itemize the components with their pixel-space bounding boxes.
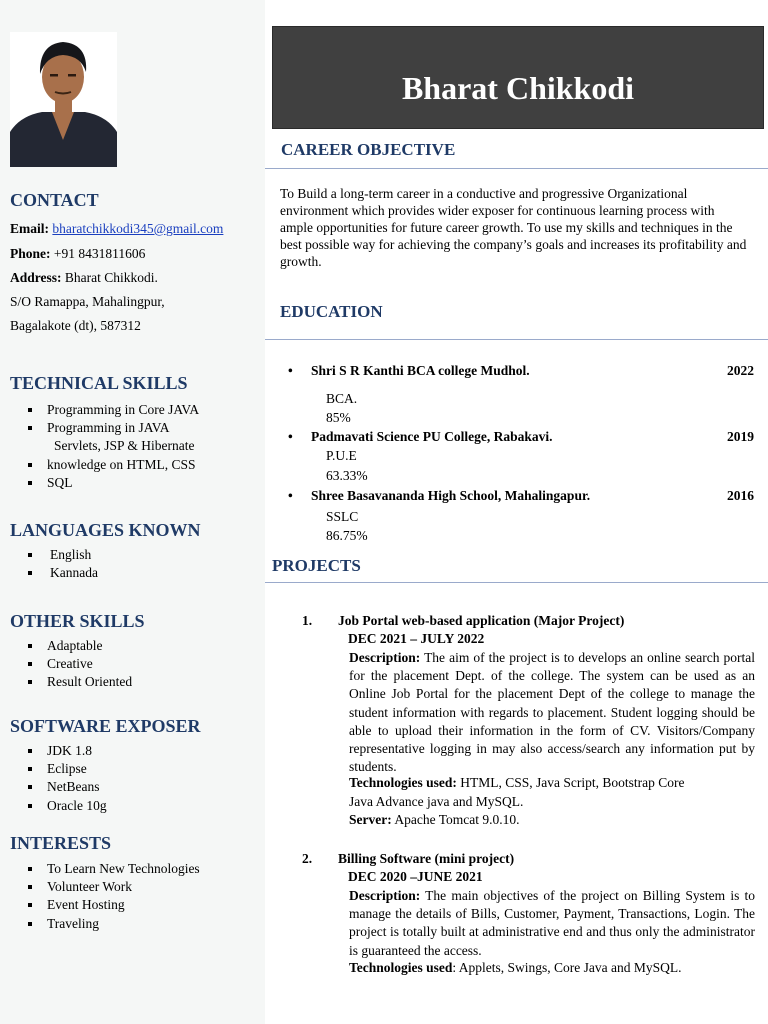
bullet-icon: • bbox=[288, 488, 293, 503]
technical-skills-list bbox=[26, 401, 199, 492]
year: 2019 bbox=[727, 429, 754, 444]
email-link[interactable]: bharatchikkodi345@gmail.com bbox=[52, 221, 224, 236]
list-item: Eclipse bbox=[26, 760, 107, 778]
score: 86.75% bbox=[326, 528, 368, 543]
address-label: Address: bbox=[10, 270, 62, 285]
list-item: JDK 1.8 bbox=[26, 742, 107, 760]
list-item: Event Hosting bbox=[26, 896, 200, 914]
list-item: Traveling bbox=[26, 915, 200, 933]
project-number: 1. bbox=[302, 613, 313, 628]
career-objective-text: To Build a long-term career in a conductive and progressive Organizational environment which provides wider exposer for continuous learning process with ample opportunities for future career growth. To use my skills and techniques in the best possible way for achieving the company’s goals and increases its profitability and growth. bbox=[280, 186, 747, 269]
section-divider bbox=[265, 168, 768, 169]
technical-skills-heading: TECHNICAL SKILLS bbox=[10, 373, 188, 393]
sidebar bbox=[0, 0, 265, 1024]
languages-heading: LANGUAGES KNOWN bbox=[10, 520, 201, 540]
list-item: Oracle 10g bbox=[26, 797, 107, 815]
list-item: Programming in Core JAVA bbox=[26, 401, 199, 419]
phone-line bbox=[10, 246, 145, 262]
address-line-3: Bagalakote (dt), 587312 bbox=[10, 318, 141, 333]
career-objective-heading: CAREER OBJECTIVE bbox=[281, 140, 456, 159]
project-technologies-continued: Java Advance java and MySQL. bbox=[349, 794, 524, 809]
section-divider bbox=[265, 339, 768, 340]
contact-heading: CONTACT bbox=[10, 190, 99, 210]
institution: Padmavati Science PU College, Rabakavi. bbox=[311, 429, 553, 444]
bullet-icon: • bbox=[288, 363, 293, 378]
technologies-label: Technologies used bbox=[349, 960, 453, 975]
software-heading: SOFTWARE EXPOSER bbox=[10, 716, 201, 736]
institution: Shree Basavananda High School, Mahalingapur. bbox=[311, 488, 591, 503]
server-label: Server: bbox=[349, 812, 392, 827]
project-technologies bbox=[349, 960, 682, 976]
interests-heading: INTERESTS bbox=[10, 833, 112, 853]
list-item: Adaptable bbox=[26, 637, 132, 655]
profile-photo bbox=[10, 32, 117, 167]
phone-label: Phone: bbox=[10, 246, 51, 261]
list-item: Kannada bbox=[26, 564, 98, 582]
project-number: 2. bbox=[302, 851, 313, 866]
description-text: The main objectives of the project on Billing System is to manage the details of Bills, Customer, Payment, Transactions, Login. The project is totally built at administrative end and thus only the administrator is guaranteed the access. bbox=[349, 888, 755, 958]
list-item: Result Oriented bbox=[26, 673, 132, 691]
bullet-icon: • bbox=[288, 429, 293, 444]
project-description bbox=[349, 887, 755, 960]
section-divider bbox=[265, 582, 768, 583]
email-label: Email: bbox=[10, 221, 49, 236]
languages-list bbox=[26, 546, 98, 582]
projects-heading: PROJECTS bbox=[272, 556, 361, 575]
list-item: To Learn New Technologies bbox=[26, 860, 200, 878]
project-title: Billing Software (mini project) bbox=[338, 851, 515, 866]
list-item bbox=[26, 419, 199, 455]
education-heading: EDUCATION bbox=[280, 302, 383, 321]
address-line-1 bbox=[10, 270, 158, 286]
candidate-name: Bharat Chikkodi bbox=[401, 70, 635, 106]
list-item: knowledge on HTML, CSS bbox=[26, 456, 199, 474]
project-title: Job Portal web-based application (Major Project) bbox=[338, 613, 625, 628]
project-technologies bbox=[349, 775, 685, 791]
list-item: Creative bbox=[26, 655, 132, 673]
project-dates: DEC 2021 – JULY 2022 bbox=[348, 631, 485, 646]
server-value: Apache Tomcat 9.0.10. bbox=[394, 812, 520, 827]
technologies-value: HTML, CSS, Java Script, Bootstrap Core bbox=[460, 775, 685, 790]
score: 63.33% bbox=[326, 468, 368, 483]
software-list bbox=[26, 742, 107, 815]
list-item: English bbox=[26, 546, 98, 564]
list-item: Volunteer Work bbox=[26, 878, 200, 896]
course: BCA. bbox=[326, 391, 358, 406]
address-value-1: Bharat Chikkodi. bbox=[64, 270, 158, 285]
list-item: NetBeans bbox=[26, 778, 107, 796]
address-line-2: S/O Ramappa, Mahalingpur, bbox=[10, 294, 165, 309]
year: 2022 bbox=[727, 363, 754, 378]
name-banner bbox=[272, 26, 764, 129]
score: 85% bbox=[326, 410, 351, 425]
phone-value: +91 8431811606 bbox=[53, 246, 146, 261]
year: 2016 bbox=[727, 488, 754, 503]
institution: Shri S R Kanthi BCA college Mudhol. bbox=[311, 363, 530, 378]
other-skills-list bbox=[26, 637, 132, 692]
course: P.U.E bbox=[326, 448, 357, 463]
other-skills-heading: OTHER SKILLS bbox=[10, 611, 145, 631]
email-line bbox=[10, 221, 223, 237]
project-dates: DEC 2020 –JUNE 2021 bbox=[348, 869, 483, 884]
list-item-line: Servlets, JSP & Hibernate bbox=[54, 438, 195, 454]
project-description bbox=[349, 649, 755, 776]
description-label: Description: bbox=[349, 888, 421, 903]
course: SSLC bbox=[326, 509, 359, 524]
description-label: Description: bbox=[349, 650, 421, 665]
technologies-label: Technologies used: bbox=[349, 775, 457, 790]
description-text: The aim of the project is to develops an online search portal for the placement Dept. of the college. The system can be used as an Online Job Portal for the placement Dept of the college to manage the student information with regards to placement. Student logging should be able to upload their information in the form of CV. Visitors/Company representative logging in may also access/search any information put by students. bbox=[349, 650, 755, 775]
project-server bbox=[349, 812, 520, 828]
list-item: SQL bbox=[26, 474, 199, 492]
technologies-value: : Applets, Swings, Core Java and MySQL. bbox=[452, 960, 682, 975]
list-item-line: Programming in JAVA bbox=[47, 420, 170, 436]
interests-list bbox=[26, 860, 200, 933]
